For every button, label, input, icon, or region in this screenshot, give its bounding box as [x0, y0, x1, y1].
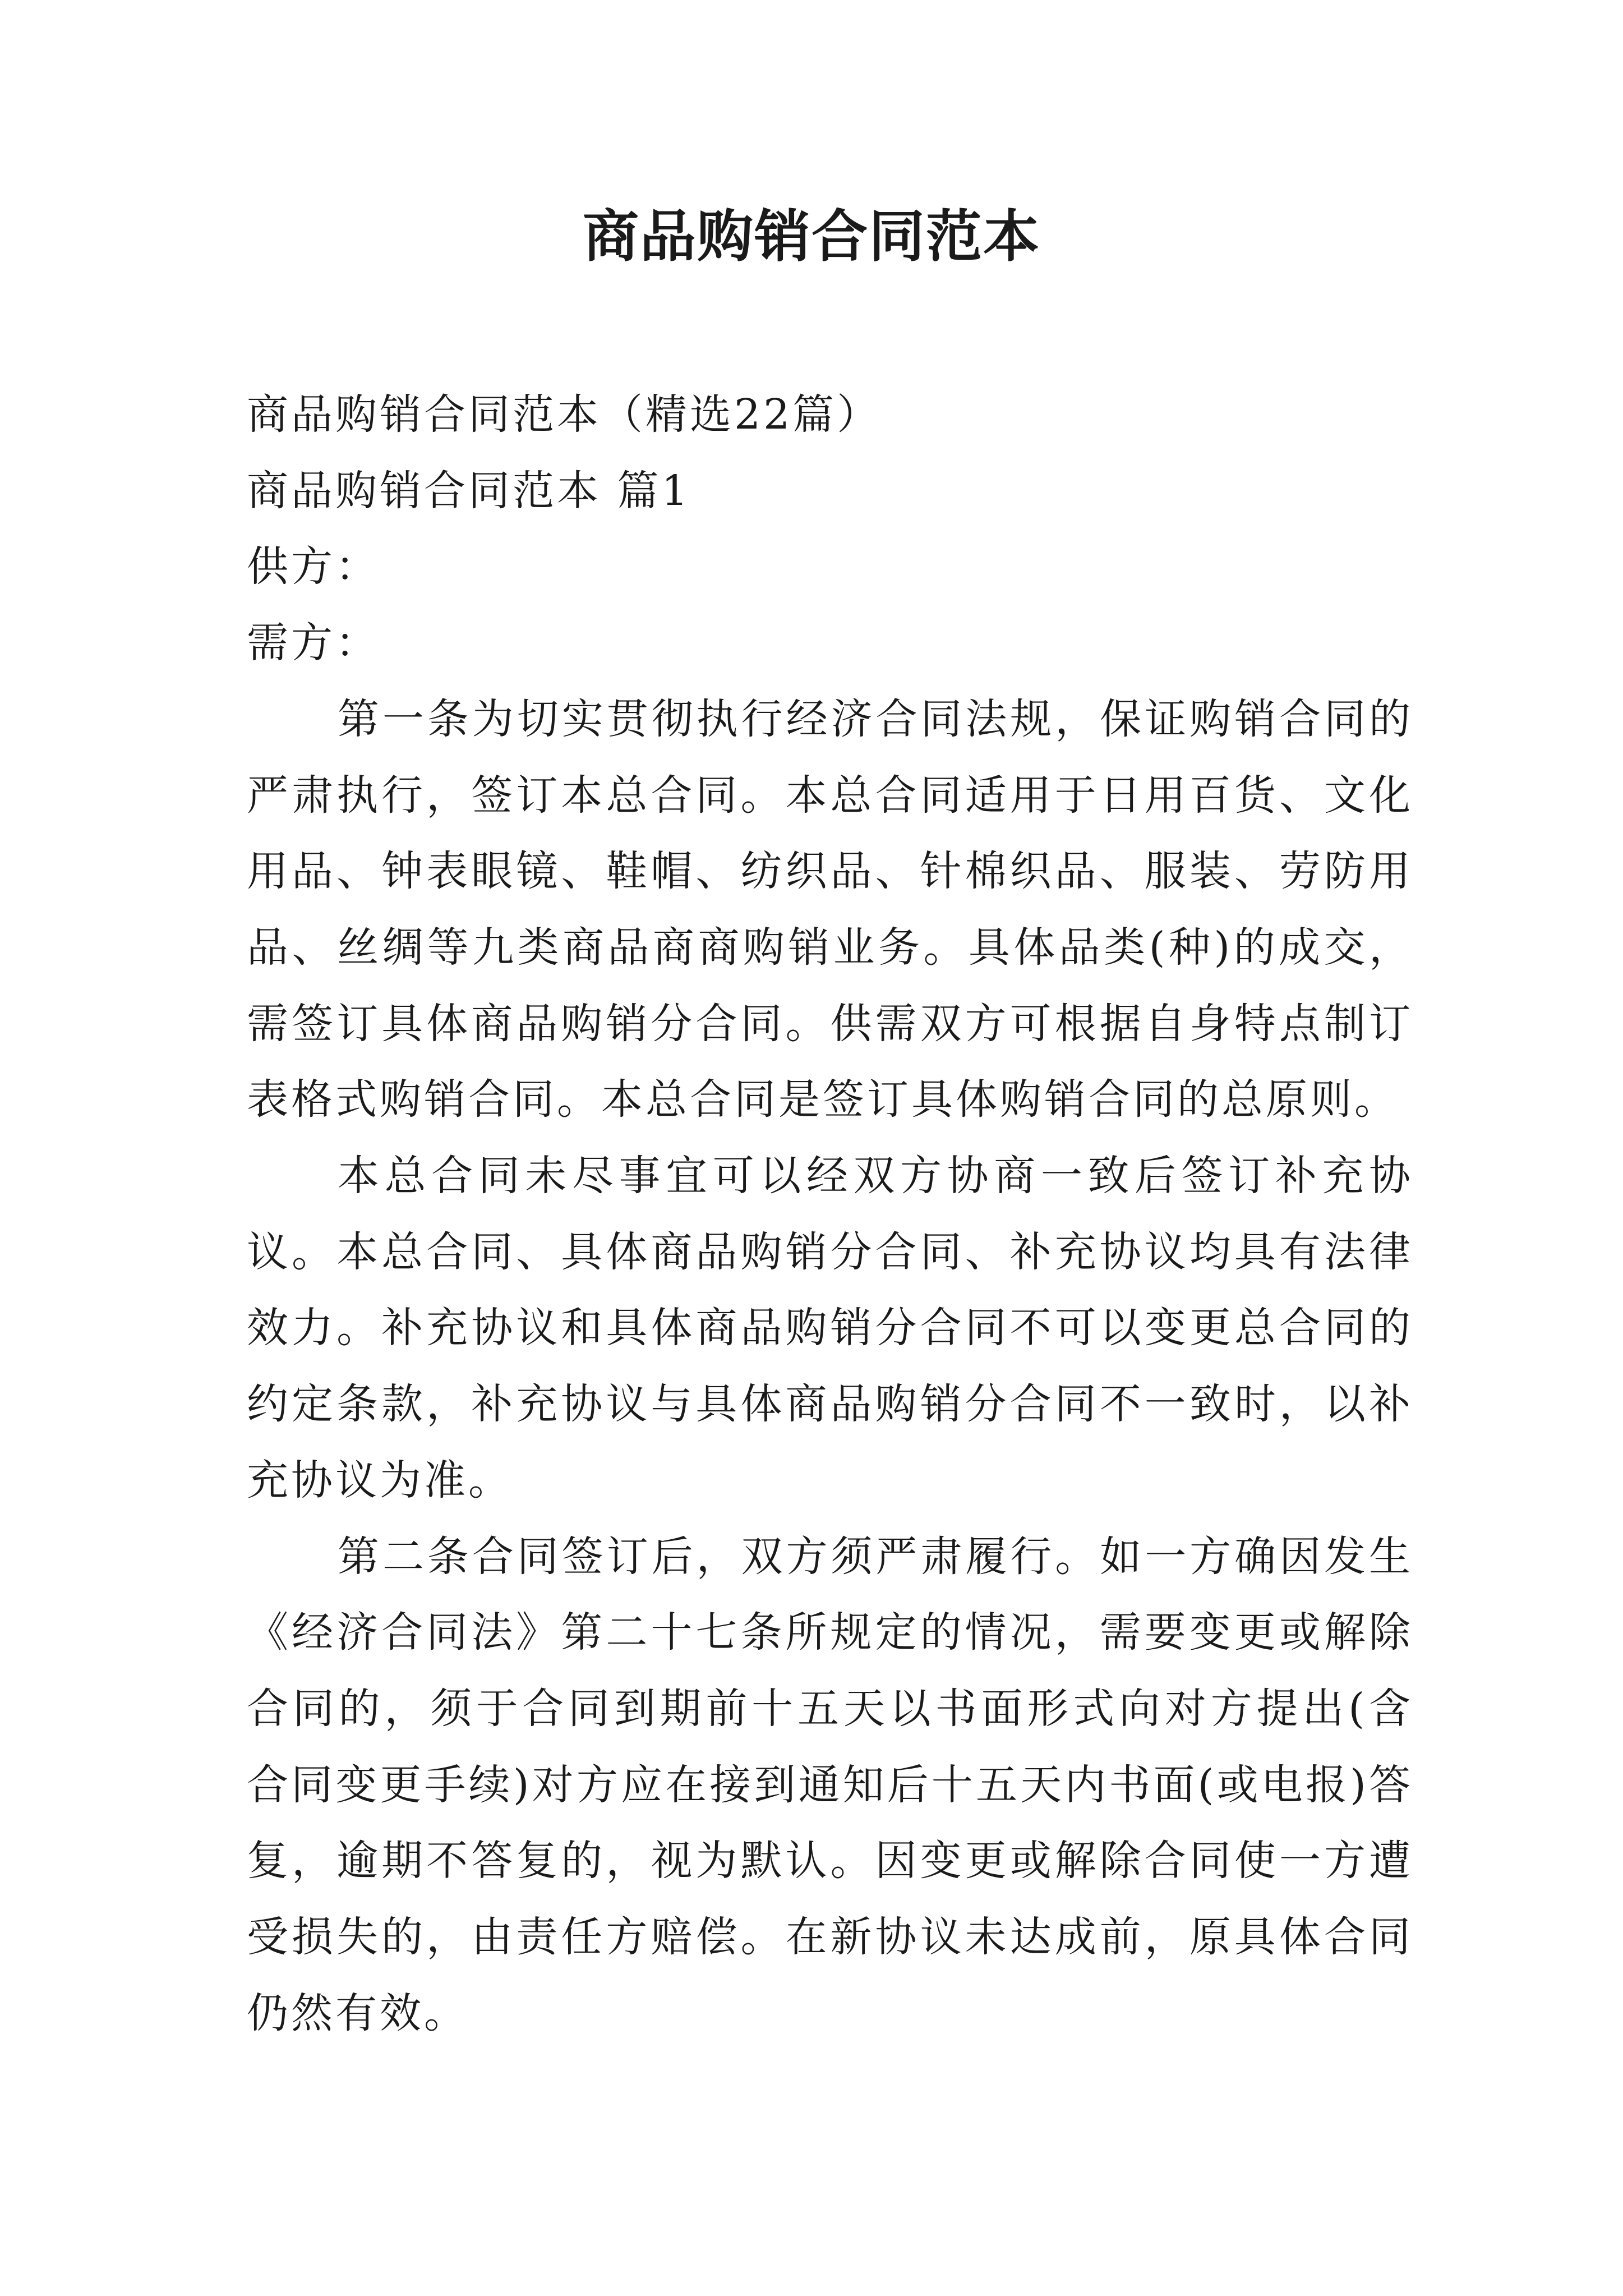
document-subtitle: 商品购销合同范本（精选22篇）: [247, 390, 882, 439]
document-body: [247, 377, 1413, 2051]
buyer-label: 需方：: [247, 619, 380, 668]
paragraph-article-1: 第一条为切实贯彻执行经济合同法规，保证购销合同的严肃执行，签订本总合同。本总合同适用于日用百货、文化用品、钟表眼镜、鞋帽、纺织品、针棉织品、服装、劳防用品、丝绸等九类商品商商购销业务。具体品类(种)的成交，需签订具体商品购销分合同。供需双方可根据自身特点制订表格式购销合同。本总合同是签订具体购销合同的总原则。: [247, 694, 1413, 1124]
paragraph-supplement: 本总合同未尽事宜可以经双方协商一致后签订补充协议。本总合同、具体商品购销分合同、补充协议均具有法律效力。补充协议和具体商品购销分合同不可以变更总合同的约定条款，补充协议与具体商品购销分合同不一致时，以补充协议为准。: [247, 1152, 1413, 1504]
paragraph-article-2: 第二条合同签订后，双方须严肃履行。如一方确因发生《经济合同法》第二十七条所规定的情况，需要变更或解除合同的，须于合同到期前十五天以书面形式向对方提出(含合同变更手续)对方应在接到通知后十五天内书面(或电报)答复，逾期不答复的，视为默认。因变更或解除合同使一方遭受损失的，由责任方赔偿。在新协议未达成前，原具体合同仍然有效。: [247, 1532, 1413, 2037]
supplier-label: 供方：: [247, 542, 380, 591]
document-title: 商品购销合同范本: [583, 204, 1040, 269]
section-heading: 商品购销合同范本 篇1: [247, 466, 691, 515]
